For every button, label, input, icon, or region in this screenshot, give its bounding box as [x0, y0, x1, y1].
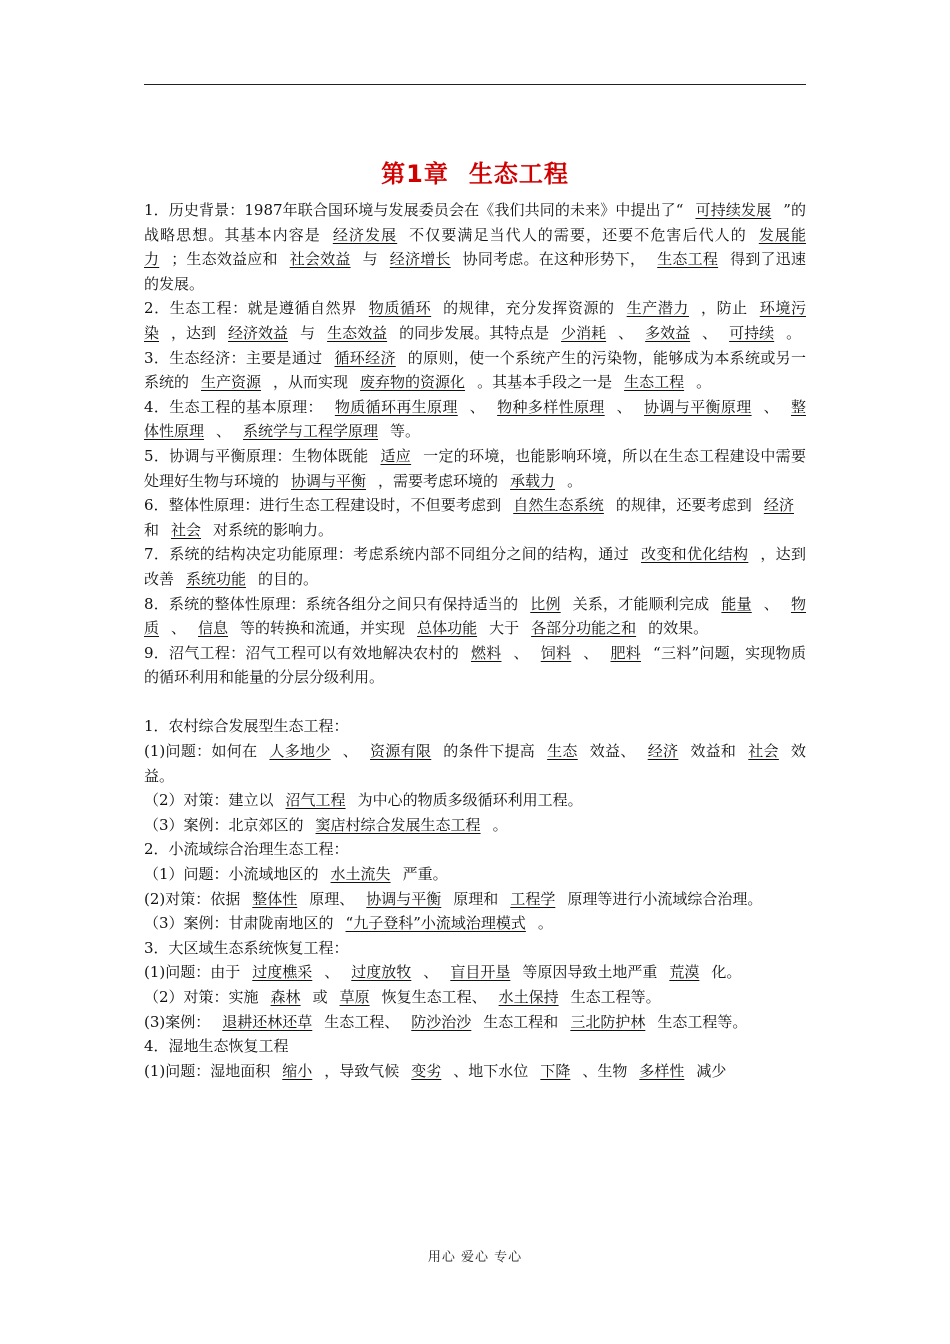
text-run: 的同步发展。其特点是	[399, 323, 550, 342]
text-run: 等。	[390, 422, 421, 441]
text-run: 9．沼气工程：沼气工程可以有效地解决农村的	[144, 643, 459, 662]
paragraph	[144, 592, 806, 641]
text-run: 。	[537, 914, 553, 933]
filled-blank: 生态效益	[327, 323, 388, 342]
filled-blank: 多效益	[645, 323, 691, 342]
text-run: 7．系统的结构决定功能原理：考虑系统内部不同组分之间的结构，通过	[144, 545, 630, 564]
text-run: 、地下水位	[453, 1061, 529, 1080]
filled-blank: 协调与平衡	[291, 471, 367, 490]
paragraph	[144, 395, 806, 444]
text-run: 3．大区域生态系统恢复工程：	[144, 938, 349, 957]
page-title	[0, 156, 950, 192]
text-run: 和	[144, 520, 160, 539]
filled-blank: 系统功能	[186, 569, 247, 588]
text-run: 。	[786, 323, 802, 342]
filled-blank: 社会效益	[289, 250, 351, 269]
text-run: ；生态效益应和	[171, 250, 278, 269]
paragraph	[144, 641, 806, 690]
text-run: 的目的。	[258, 569, 319, 588]
filled-blank: 整体性	[252, 889, 298, 908]
text-run: 的条件下提高	[443, 742, 536, 761]
paragraph	[144, 788, 806, 813]
paragraph	[144, 542, 806, 591]
filled-blank: 缩小	[282, 1061, 313, 1080]
filled-blank: 燃料	[470, 643, 502, 662]
text-run: 的效果。	[648, 619, 709, 638]
filled-blank: 改变和优化结构	[641, 545, 749, 564]
text-run: 4．湿地生态恢复工程	[144, 1037, 289, 1056]
text-run: 关系，才能顺利完成	[572, 594, 710, 613]
text-run: 恢复生态工程、	[381, 988, 487, 1006]
text-run: 1．农村综合发展型生态工程：	[144, 717, 349, 736]
paragraph	[144, 862, 806, 887]
filled-blank: 下降	[540, 1061, 571, 1080]
text-run: 生态工程等。	[657, 1012, 748, 1031]
text-run: 、	[216, 422, 232, 441]
text-run: ，需要考虑环境的	[378, 471, 499, 490]
text-run: 、	[324, 963, 340, 982]
text-run: 3．生态经济：主要是通过	[144, 348, 323, 367]
text-run: (1)问题：由于	[144, 963, 241, 982]
filled-blank: 发展能力	[144, 225, 806, 269]
page-footer: 用心 爱心 专心	[427, 1250, 523, 1265]
filled-blank: 经济	[763, 496, 794, 515]
filled-blank: 信息	[198, 619, 229, 638]
filled-blank: 人多地少	[269, 742, 331, 761]
filled-blank: 废弃物的资源化	[360, 373, 466, 392]
paragraph	[144, 444, 806, 493]
filled-blank: 生态工程	[657, 250, 719, 269]
chapter-number: 第1章	[381, 160, 449, 188]
text-run: 。	[492, 815, 508, 834]
text-run: “三料”问题，实现物质的循环利用和能量的分层分级利用。	[144, 643, 806, 687]
filled-blank: 可持续发展	[695, 201, 772, 219]
text-run: 的原则，使一个系统产生的污染物，能够成为本系统或另一系统的	[144, 348, 806, 392]
text-run: 生态工程、	[324, 1012, 400, 1031]
text-run: 、	[423, 963, 439, 982]
text-run: 等的转换和流通，并实现	[240, 619, 406, 638]
filled-blank: 窦店村综合发展生态工程	[315, 815, 481, 834]
filled-blank: “九子登科”小流域治理模式	[345, 914, 526, 933]
paragraph	[144, 296, 806, 345]
text-run: 、生物	[582, 1061, 628, 1080]
paragraph	[144, 813, 806, 838]
text-run: 效益和	[690, 742, 737, 761]
paragraph	[144, 911, 806, 936]
text-run: 2．小流域综合治理生态工程：	[144, 840, 349, 859]
filled-blank: 荒漠	[669, 963, 700, 982]
paragraph	[144, 714, 806, 739]
text-run: 协同考虑。在这种形势下，	[462, 250, 646, 269]
text-run: 与	[362, 250, 378, 269]
text-run: ，防止	[701, 299, 748, 318]
text-run: 一定的环境，也能影响环境，所以在生态工程建设中需要处理好生物与环境的	[144, 446, 806, 490]
text-run: ”的战略思想。其基本内容是	[144, 201, 807, 244]
paragraph	[144, 1034, 806, 1059]
text-run: ，导致气候	[324, 1061, 400, 1080]
filled-blank: 生态工程	[624, 373, 685, 392]
filled-blank: 退耕还林还草	[222, 1012, 313, 1031]
text-run: 效益。	[144, 742, 806, 785]
paragraph	[144, 960, 806, 985]
paragraph	[144, 1010, 806, 1035]
text-run: 2．生态工程：就是遵循自然界	[144, 299, 357, 318]
filled-blank: 过度樵采	[252, 963, 313, 982]
filled-blank: 防沙治沙	[411, 1012, 472, 1031]
text-run: 、	[583, 643, 599, 662]
text-run: 等原因导致土地严重	[522, 963, 658, 982]
text-run: 生态工程等。	[570, 988, 661, 1006]
filled-blank: 生产资源	[201, 373, 262, 392]
text-run: 、	[618, 323, 634, 342]
filled-blank: 系统学与工程学原理	[243, 422, 379, 441]
filled-blank: 森林	[270, 988, 301, 1006]
text-run: 、	[763, 594, 779, 613]
text-run: （3）案例：北京郊区的	[144, 815, 304, 834]
text-run: 、	[616, 397, 633, 416]
text-run: ，达到改善	[144, 545, 806, 588]
filled-blank: 工程学	[510, 889, 556, 908]
filled-blank: 过度放牧	[351, 963, 412, 982]
filled-blank: 适应	[380, 446, 412, 465]
filled-blank: 肥料	[610, 643, 642, 662]
filled-blank: 生产潜力	[626, 299, 689, 318]
filled-blank: 草原	[339, 988, 370, 1006]
filled-blank: 可持续	[729, 323, 775, 342]
filled-blank: 经济	[647, 742, 679, 761]
text-run: 。	[567, 471, 583, 490]
text-run: 生态工程和	[483, 1012, 559, 1031]
paragraph	[144, 837, 806, 862]
text-run: 1．历史背景：1987年联合国环境与发展委员会在《我们共同的未来》中提出了“	[144, 201, 684, 219]
text-run: （1）问题：小流域地区的	[144, 865, 319, 884]
text-run: 效益、	[589, 742, 636, 761]
paragraph	[144, 739, 806, 788]
filled-blank: 变劣	[411, 1061, 442, 1080]
text-run: (2)对策：依据	[144, 889, 241, 908]
text-run: (3)案例：	[144, 1012, 211, 1031]
filled-blank: 多样性	[639, 1061, 685, 1080]
filled-blank: 资源有限	[370, 742, 432, 761]
text-run: 大于	[489, 619, 520, 638]
paragraph	[144, 1059, 806, 1084]
text-run: 、	[763, 397, 779, 416]
paragraph	[144, 887, 806, 912]
filled-blank: 循环经济	[334, 348, 396, 367]
filled-blank: 社会	[171, 520, 202, 539]
text-run: 5．协调与平衡原理：生物体既能	[144, 446, 369, 465]
filled-blank: 经济发展	[332, 225, 398, 244]
text-run: （2）对策：建立以	[144, 791, 274, 810]
text-run: 、	[469, 397, 486, 416]
filled-blank: 三北防护林	[570, 1012, 646, 1031]
paragraph	[144, 493, 806, 542]
text-run: 得到了迅速的发展。	[144, 250, 806, 293]
text-run: 的规律，还要考虑到	[615, 496, 752, 515]
text-run: 。	[696, 373, 712, 392]
filled-blank: 经济效益	[228, 323, 289, 342]
text-run: 、	[342, 742, 358, 761]
paragraph	[144, 198, 806, 296]
text-run: 、	[702, 323, 718, 342]
text-run: (1)问题：如何在	[144, 742, 258, 761]
chapter-name: 生态工程	[468, 160, 569, 188]
text-run: 、	[171, 619, 187, 638]
filled-blank: 饲料	[540, 643, 572, 662]
text-run: ，从而实现	[273, 373, 349, 392]
filled-blank: 盲目开垦	[450, 963, 511, 982]
filled-blank: 社会	[748, 742, 779, 761]
filled-blank: 物质循环再生原理	[334, 397, 458, 416]
filled-blank: 物质	[144, 594, 806, 638]
text-run: ，达到	[171, 323, 217, 342]
text-run: 减少	[696, 1061, 727, 1080]
paragraph	[144, 985, 806, 1010]
text-run: 4．生态工程的基本原理：	[144, 397, 323, 416]
text-run: 、	[513, 643, 529, 662]
filled-blank: 比例	[530, 594, 561, 613]
text-run: （2）对策：实施	[144, 988, 259, 1006]
filled-blank: 沼气工程	[285, 791, 346, 810]
text-run: 8．系统的整体性原理：系统各组分之间只有保持适当的	[144, 594, 519, 613]
filled-blank: 总体功能	[417, 619, 478, 638]
filled-blank: 物质循环	[368, 299, 432, 318]
filled-blank: 承载力	[510, 471, 556, 490]
text-run: 不仅要满足当代人的需要，还要不危害后代人的	[409, 225, 747, 244]
filled-blank: 整体性原理	[144, 397, 806, 441]
text-run: 的规律，充分发挥资源的	[443, 299, 615, 318]
filled-blank: 少消耗	[561, 323, 607, 342]
text-run: 。其基本手段之一是	[477, 373, 613, 392]
filled-blank: 经济增长	[389, 250, 451, 269]
filled-blank: 生态	[547, 742, 578, 761]
filled-blank: 能量	[721, 594, 752, 613]
filled-blank: 协调与平衡	[366, 889, 442, 908]
filled-blank: 协调与平衡原理	[644, 397, 752, 416]
text-run: 6．整体性原理：进行生态工程建设时，不但要考虑到	[144, 496, 502, 515]
text-run: (1)问题：湿地面积	[144, 1061, 271, 1080]
text-run: 与	[300, 323, 316, 342]
text-run: 严重。	[402, 865, 448, 884]
text-run: 对系统的影响力。	[213, 520, 334, 539]
text-run: 原理等进行小流域综合治理。	[567, 889, 763, 908]
paragraph	[144, 936, 806, 961]
text-run: 或	[312, 988, 328, 1006]
document-body	[144, 198, 806, 1083]
paragraph-spacer	[144, 690, 806, 715]
text-run: 化。	[711, 963, 742, 982]
filled-blank: 水土流失	[330, 865, 391, 884]
header-rule	[144, 84, 806, 85]
filled-blank: 自然生态系统	[513, 496, 604, 515]
filled-blank: 各部分功能之和	[531, 619, 637, 638]
paragraph	[144, 346, 806, 395]
text-run: （3）案例：甘肃陇南地区的	[144, 914, 334, 933]
filled-blank: 水土保持	[498, 988, 559, 1006]
text-run: 原理和	[453, 889, 499, 908]
filled-blank: 环境污染	[144, 299, 806, 342]
text-run: 原理、	[309, 889, 355, 908]
filled-blank: 物种多样性原理	[497, 397, 605, 416]
text-run: 为中心的物质多级循环利用工程。	[357, 791, 583, 810]
